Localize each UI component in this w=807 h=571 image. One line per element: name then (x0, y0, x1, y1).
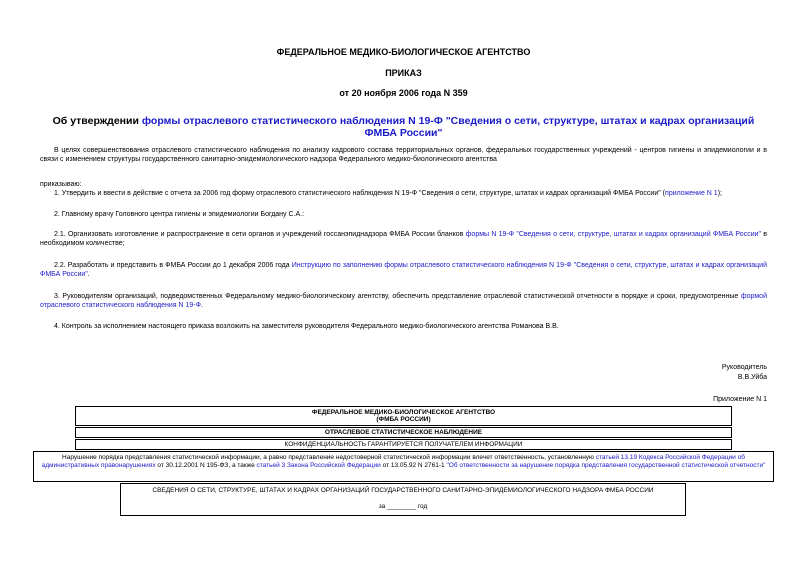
warning-mid-1: от 30.12.2001 N 195-ФЗ, а также (155, 462, 257, 469)
title-prefix: Об утверждении (52, 115, 142, 127)
appendix-1-link[interactable]: приложение N 1 (665, 190, 718, 197)
item-4: 4. Контроль за исполнением настоящего приказа возложить на заместителя руководителя Федерального медико-биологического агентства Романова В.В. (54, 323, 559, 330)
agency-box (75, 406, 732, 426)
form-link-item-3[interactable]: формой отраслевого статистического наблюдения N 19-Ф (40, 293, 767, 309)
item-2-1-end: в необходимом количестве; (40, 231, 767, 247)
signature-role: Руководитель (721, 364, 767, 371)
order-word: приказываю: (40, 181, 82, 188)
item-1-end: ); (717, 190, 722, 197)
intro-paragraph: В целях совершенствования отраслевого статистического наблюдения по анализу кадрового состава территориальных органов, федеральных государственных учреждений - центров гигиены и эпидемиологии и в связи с изменением структуры государственного санитарно-эпидемиологического надзора Федерального медико-биологического агентства (40, 147, 767, 163)
item-1 (40, 189, 767, 198)
form-title: СВЕДЕНИЯ О СЕТИ, СТРУКТУРЕ, ШТАТАХ И КАДРАХ ОРГАНИЗАЦИЙ ГОСУДАРСТВЕННОГО САНИТАРНО-ЭПИДЕМИОЛОГИЧЕСКОГО НАДЗОРА ФМБА РОССИИ (152, 487, 654, 494)
agency-box-line-2: (ФМБА РОССИИ) (376, 416, 431, 423)
form-title-box (120, 483, 686, 516)
item-2: 2. Главному врачу Головного центра гигиены и эпидемиологии Богдану С.А.: (54, 211, 305, 218)
form-year: за ________ год (378, 503, 428, 510)
doc-type-heading: ПРИКАЗ (385, 68, 422, 78)
item-3 (40, 292, 767, 310)
item-2-2 (40, 261, 767, 279)
stat-observation-box: ОТРАСЛЕВОЕ СТАТИСТИЧЕСКОЕ НАБЛЮДЕНИЕ (75, 427, 732, 438)
item-2-1 (40, 230, 767, 248)
instruction-link[interactable]: Инструкцию по заполнению формы отраслевого статистического наблюдения N 19-Ф "Сведения о сети, структуре, штатах и кадрах организаций ФМБА России" (40, 262, 768, 278)
appendix-label: Приложение N 1 (713, 396, 767, 403)
signature-name: В.В.Уйба (737, 374, 767, 381)
warning-box (33, 451, 774, 482)
item-3-end: . (200, 302, 203, 309)
item-2-2-text: 2.2. Разработать и представить в ФМБА России до 1 декабря 2006 года (54, 262, 292, 269)
agency-heading: ФЕДЕРАЛЬНОЕ МЕДИКО-БИОЛОГИЧЕСКОЕ АГЕНТСТВО (276, 47, 531, 57)
document-title (40, 115, 767, 139)
warning-mid-2: от 13.05.92 N 2761-1 (380, 462, 447, 469)
law-title-link[interactable]: "Об ответственности за нарушение порядка представления государственной статистической отчетности" (446, 462, 766, 469)
koap-article-link[interactable]: статьей 13.19 Кодекса Российской Федерации об административных правонарушениях (41, 454, 745, 469)
form-19f-link[interactable]: формы N 19-Ф "Сведения о сети, структуре, штатах и кадрах организаций ФМБА России" (465, 231, 761, 238)
item-3-text: 3. Руководителям организаций, подведомственных Федеральному медико-биологическому агентству, обеспечить представление отраслевой статистической отчетности в порядке и сроки, предусмотренные (54, 293, 741, 300)
date-number-heading: от 20 ноября 2006 года N 359 (339, 88, 468, 98)
law-article-link[interactable]: статьей 3 Закона Российской Федерации (256, 462, 381, 469)
item-2-1-text: 2.1. Организовать изготовление и распространение в сети органов и учреждений госсанэпиднадзора ФМБА России бланков (54, 231, 466, 238)
item-1-text: 1. Утвердить и ввести в действие с отчета за 2006 год форму отраслевого статистического наблюдения N 19-Ф "Сведения о сети, структуре, штатах и кадрах организаций ФМБА России" ( (54, 190, 666, 197)
agency-box-line-1: ФЕДЕРАЛЬНОЕ МЕДИКО-БИОЛОГИЧЕСКОЕ АГЕНТСТВО (311, 409, 496, 416)
item-2-2-end: . (87, 271, 90, 278)
title-form-link[interactable]: формы отраслевого статистического наблюдения N 19-Ф "Сведения о сети, структуре, штатах и кадрах организаций ФМБА России" (141, 115, 755, 139)
warning-text: Нарушение порядка представления статистической информации, а равно представление недостоверной статистической информации влечет ответственность, установленную (62, 454, 596, 461)
confidentiality-box: КОНФИДЕНЦИАЛЬНОСТЬ ГАРАНТИРУЕТСЯ ПОЛУЧАТЕЛЕМ ИНФОРМАЦИИ (75, 439, 732, 450)
